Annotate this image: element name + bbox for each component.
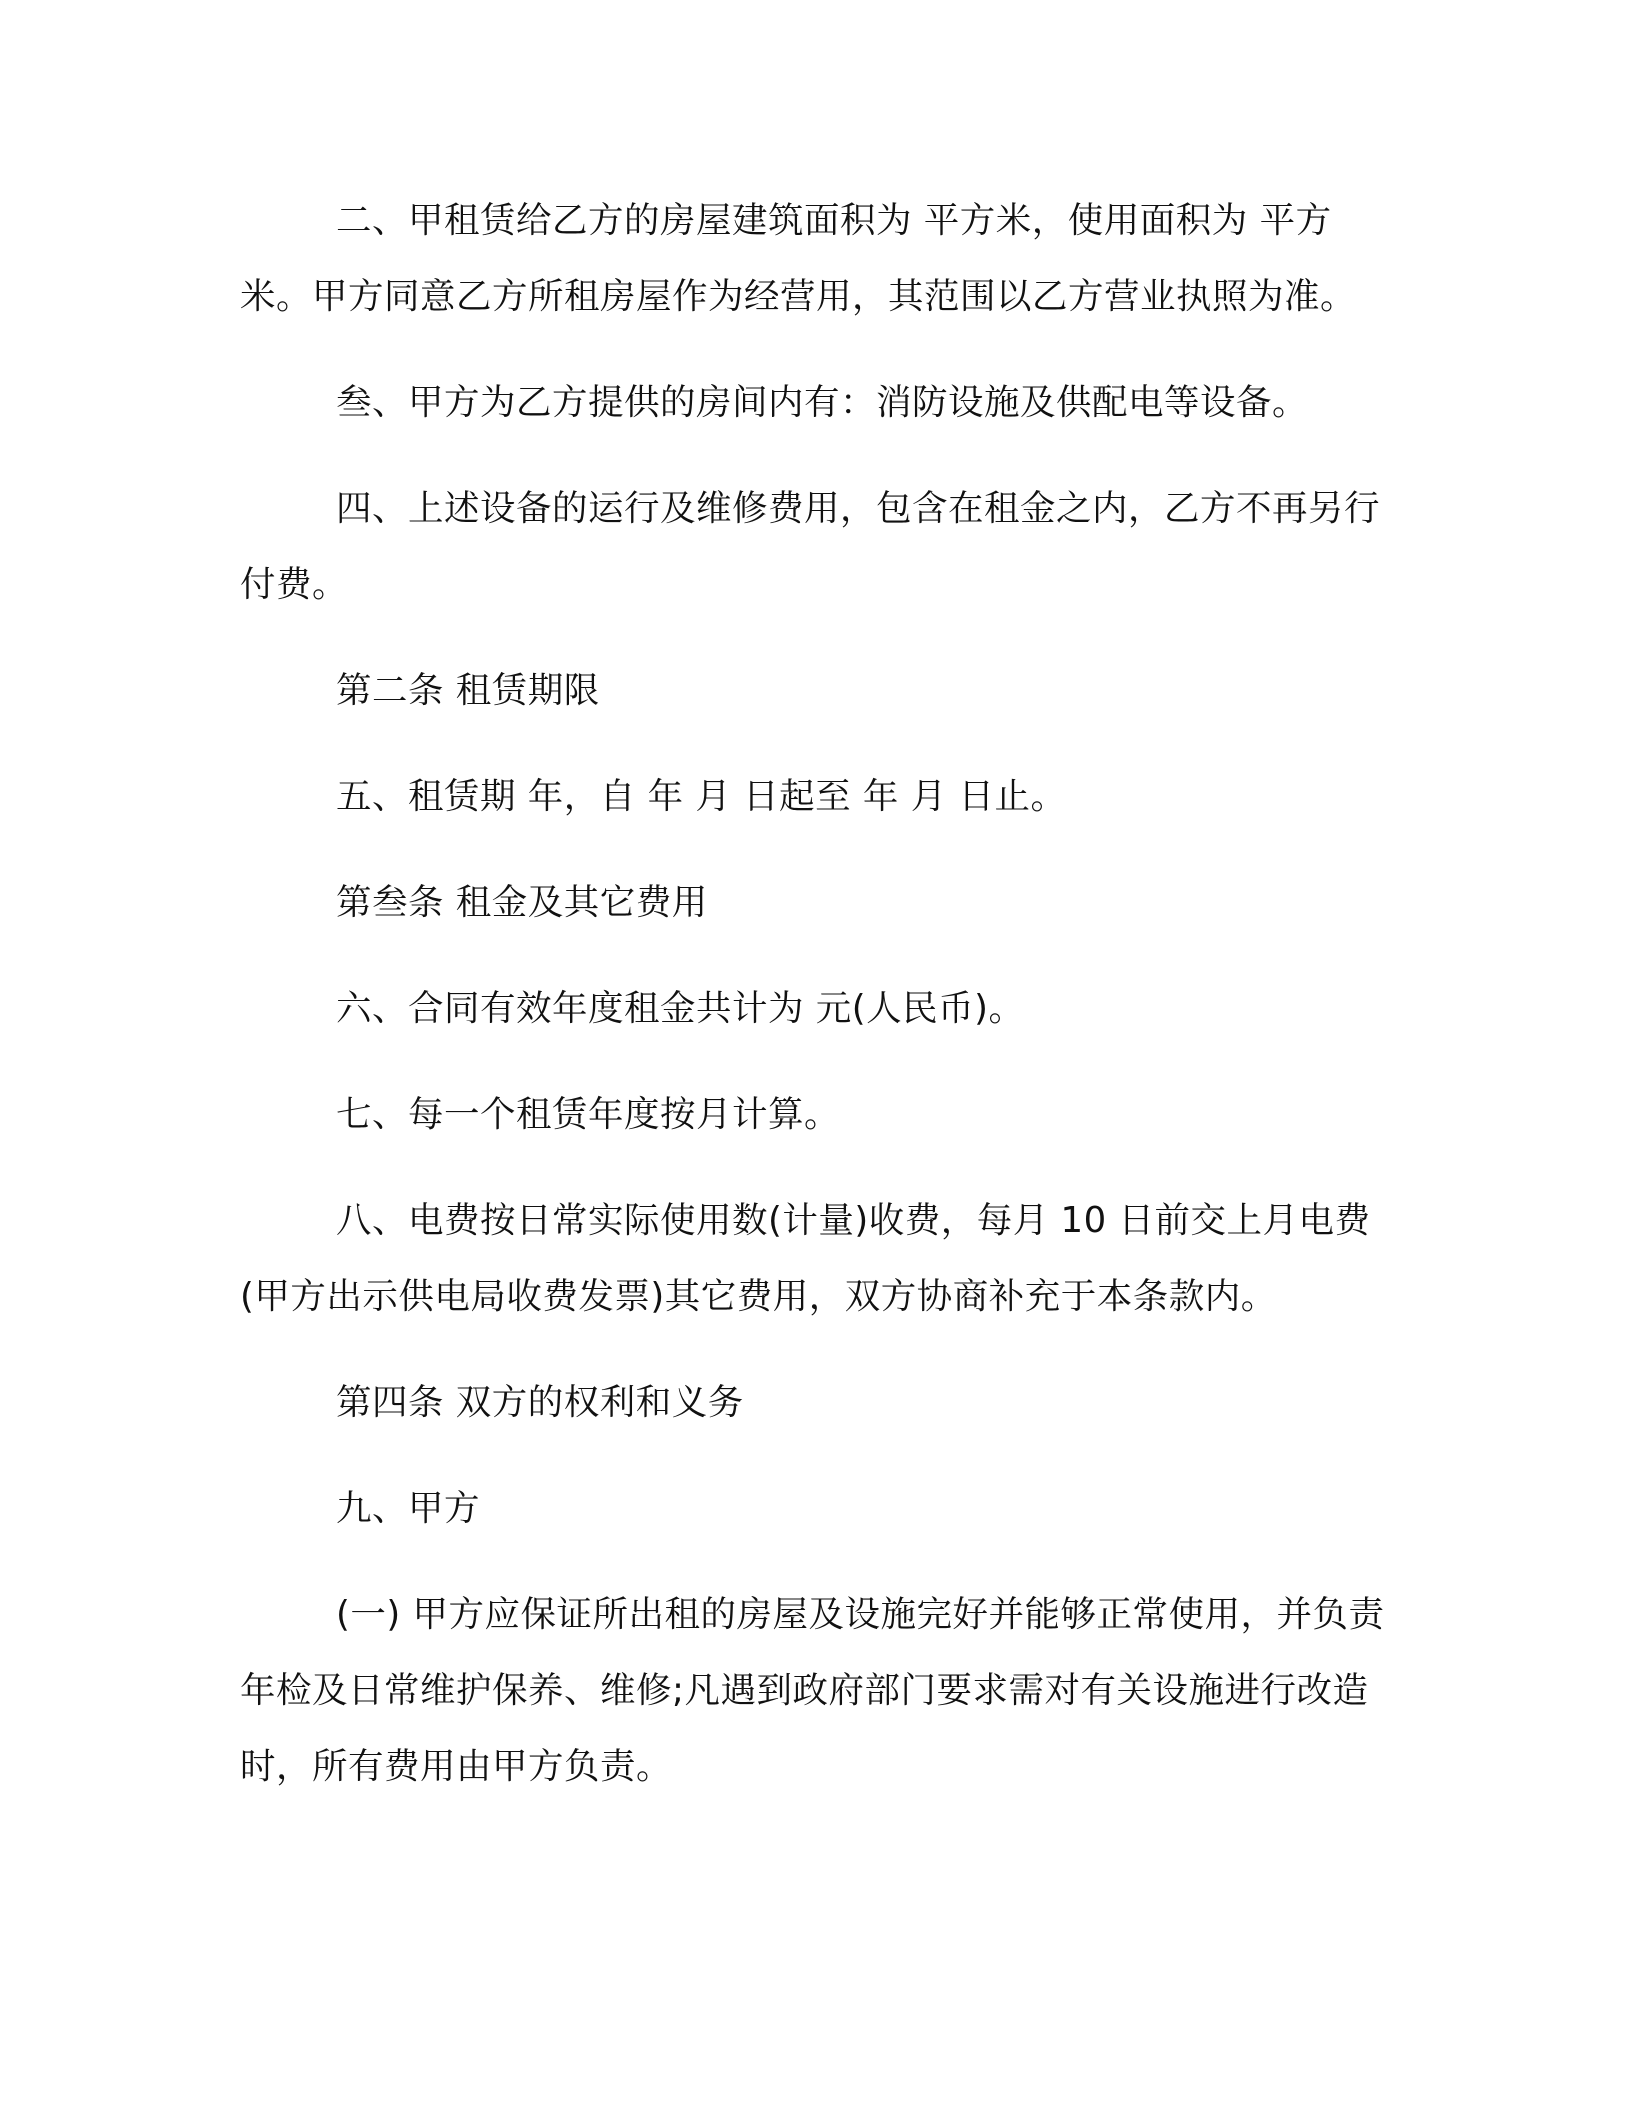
paragraph-facilities-clause: 叁、甲方为乙方提供的房间内有：消防设施及供配电等设备。 bbox=[336, 382, 1309, 423]
paragraph-party-a: 九、甲方 bbox=[336, 1488, 481, 1529]
paragraph-monthly-calculation: 七、每一个租赁年度按月计算。 bbox=[336, 1094, 841, 1135]
article-heading-lease-term: 第二条 租赁期限 bbox=[336, 670, 600, 711]
paragraph-area-clause: 二、甲租赁给乙方的房屋建筑面积为 平方米，使用面积为 平方米。甲方同意乙方所租房屋作为经营用，其范围以乙方营业执照为准。 bbox=[240, 200, 1357, 317]
article-heading-rent-fees: 第叁条 租金及其它费用 bbox=[336, 882, 708, 923]
article-heading-rights-obligations: 第四条 双方的权利和义务 bbox=[336, 1382, 744, 1423]
paragraph-lease-period: 五、租赁期 年，自 年 月 日起至 年 月 日止。 bbox=[336, 776, 1067, 817]
paragraph-annual-rent: 六、合同有效年度租金共计为 元(人民币)。 bbox=[336, 988, 1025, 1029]
document-body bbox=[240, 183, 1390, 1835]
paragraph-maintenance-clause: 四、上述设备的运行及维修费用，包含在租金之内，乙方不再另行付费。 bbox=[240, 488, 1381, 605]
paragraph-electricity-fee: 八、电费按日常实际使用数(计量)收费，每月 10 日前交上月电费(甲方出示供电局收费发票)其它费用，双方协商补充于本条款内。 bbox=[240, 1200, 1371, 1317]
paragraph-party-a-duty-1: (一) 甲方应保证所出租的房屋及设施完好并能够正常使用，并负责年检及日常维护保养、维修;凡遇到政府部门要求需对有关设施进行改造时，所有费用由甲方负责。 bbox=[240, 1594, 1385, 1787]
